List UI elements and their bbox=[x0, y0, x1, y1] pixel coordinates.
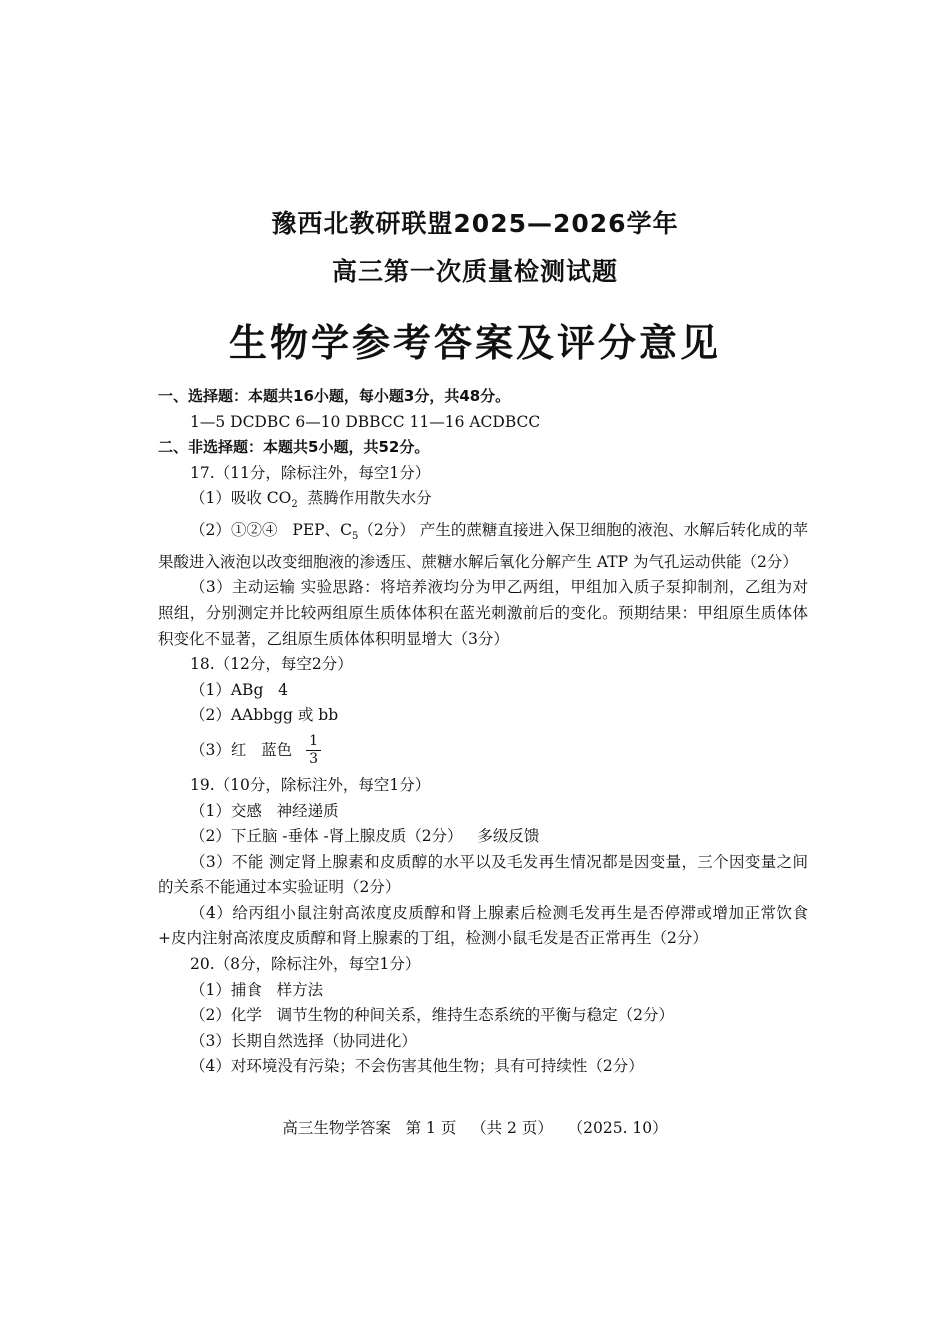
q17-answer-1-subscript: 2 bbox=[291, 499, 298, 511]
q18-answer-2: （2）AAbbgg 或 bb bbox=[190, 706, 339, 725]
answer-content bbox=[158, 384, 808, 1080]
q17-answer-2-rest: （2分） 产生的蔗糖直接进入保卫细胞的液泡、水解后转化成的苹果酸进入液泡以改变细胞液的渗透压、蔗糖水解后氧化分解产生 ATP 为气孔运动供能（2分） bbox=[158, 521, 808, 571]
q17-answer-1-text: （1）吸收 CO bbox=[190, 489, 292, 508]
q19-answer-4: （4）给丙组小鼠注射高浓度皮质醇和肾上腺素后检测毛发再生是否停滞或增加正常饮食+皮内注射高浓度皮质醇和肾上腺素的丁组，检测小鼠毛发是否正常再生（2分） bbox=[158, 903, 808, 948]
q18-answer-1: （1）ABg 4 bbox=[190, 680, 289, 699]
exam-name-title: 高三第一次质量检测试题 bbox=[331, 257, 618, 286]
q19-heading: 19.（10分，除标注外，每空1分） bbox=[190, 775, 431, 794]
q20-answer-1: （1）捕食 样方法 bbox=[190, 980, 324, 999]
q20-answer-2: （2）化学 调节生物的种间关系，维持生态系统的平衡与稳定（2分） bbox=[190, 1006, 675, 1025]
q20-answer-3: （3）长期自然选择（协同进化） bbox=[190, 1031, 417, 1050]
q17-answer-3: （3）主动运输 实验思路：将培养液均分为甲乙两组，甲组加入质子泵抑制剂，乙组为对照组，分别测定并比较两组原生质体体积在蓝光刺激前后的变化。预期结果：甲组原生质体体积变化不显著，乙组原生质体体积明显增大（3分） bbox=[158, 578, 808, 648]
q20-heading: 20.（8分，除标注外，每空1分） bbox=[190, 955, 421, 974]
fraction-numerator: 1 bbox=[306, 733, 321, 751]
section2-heading: 二、非选择题：本题共5小题，共52分。 bbox=[158, 438, 430, 457]
fraction-one-third bbox=[306, 733, 321, 768]
q19-answer-2: （2）下丘脑 -垂体 -肾上腺皮质（2分） 多级反馈 bbox=[190, 827, 540, 846]
page-footer: 高三生物学答案 第 1 页 （共 2 页） （2025. 10） bbox=[282, 1119, 668, 1137]
q17-heading: 17.（11分，除标注外，每空1分） bbox=[190, 463, 431, 482]
q20-answer-4: （4）对环境没有污染；不会伤害其他生物；具有可持续性（2分） bbox=[190, 1057, 644, 1076]
q17-answer-2-subscript: 5 bbox=[351, 531, 359, 543]
exam-organizer-title: 豫西北教研联盟2025—2026学年 bbox=[271, 209, 679, 238]
fraction-denominator: 3 bbox=[309, 751, 319, 768]
q17-answer-1 bbox=[158, 486, 808, 518]
q18-answer-3 bbox=[158, 729, 808, 773]
section1-heading: 一、选择题：本题共16小题，每小题3分，共48分。 bbox=[158, 387, 511, 405]
choice-answers: 1—5 DCDBC 6—10 DBBCC 11—16 ACDBCC bbox=[190, 412, 541, 431]
q18-heading: 18.（12分，每空2分） bbox=[190, 655, 353, 674]
q17-answer-2 bbox=[158, 518, 808, 575]
q19-answer-3: （3）不能 测定肾上腺素和皮质醇的水平以及毛发再生情况都是因变量，三个因变量之间的关系不能通过本实验证明（2分） bbox=[158, 852, 808, 897]
q17-answer-2-text: （2）①②④ PEP、C bbox=[190, 521, 352, 540]
document-title: 生物学参考答案及评分意见 bbox=[228, 321, 721, 365]
q17-answer-1-rest: 蒸腾作用散失水分 bbox=[297, 489, 432, 508]
q19-answer-1: （1）交感 神经递质 bbox=[190, 801, 339, 820]
q18-answer-3-text: （3）红 蓝色 bbox=[190, 741, 293, 760]
